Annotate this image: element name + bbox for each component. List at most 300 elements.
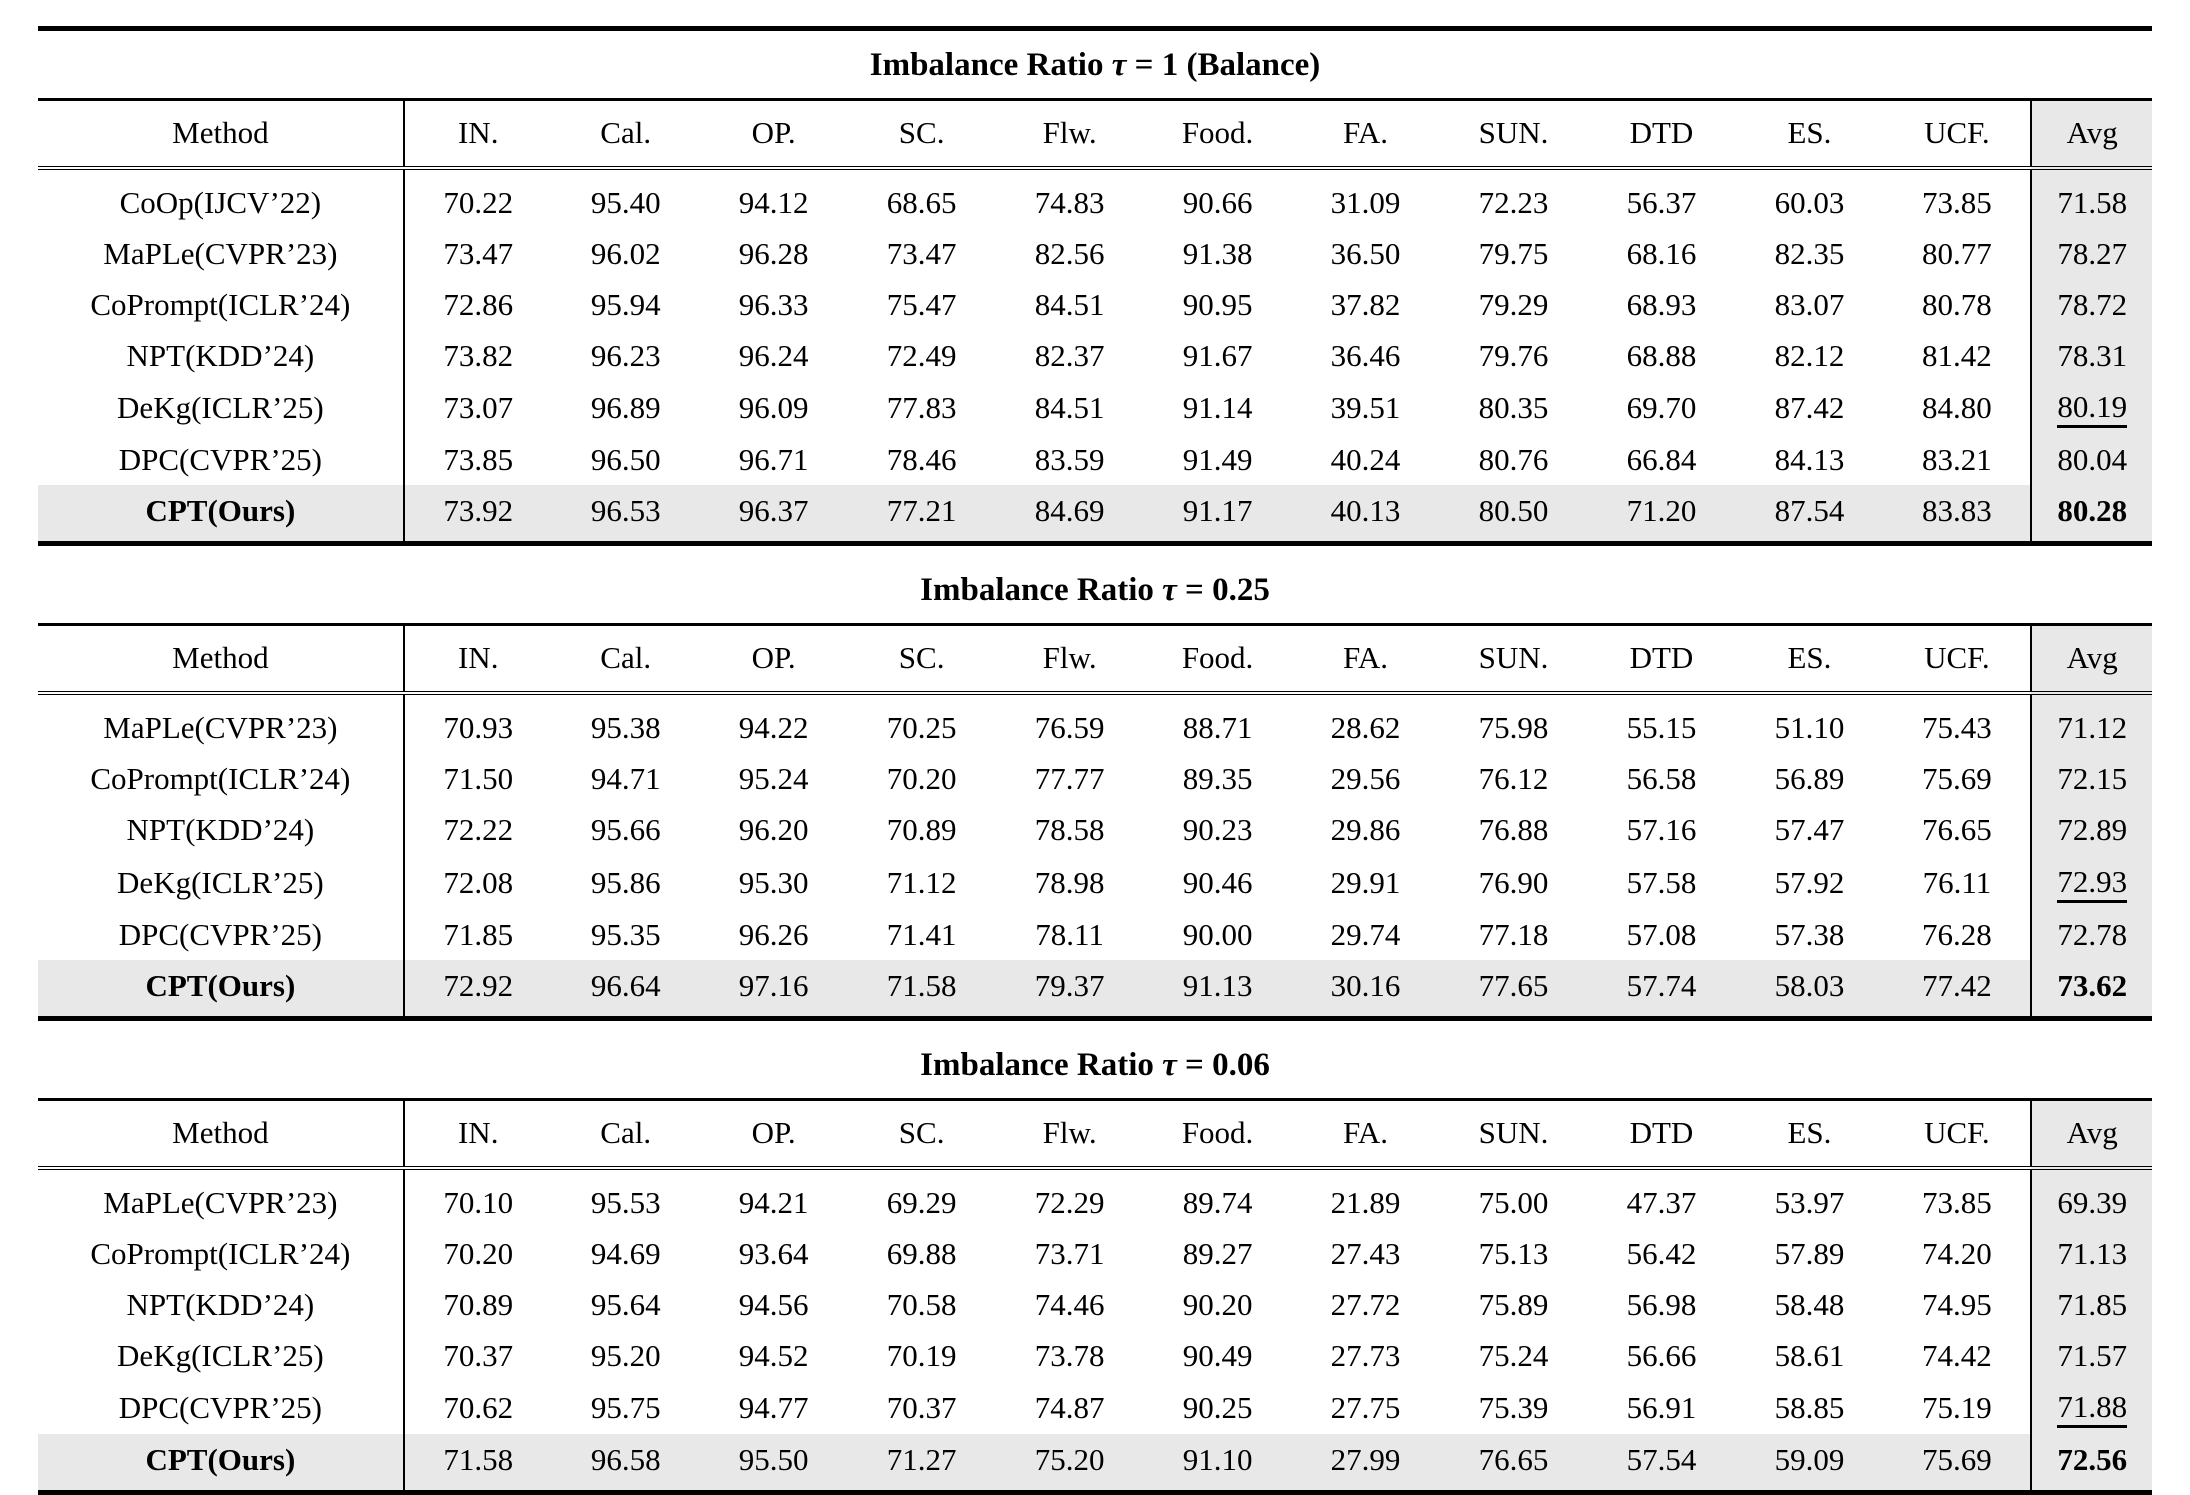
- table-row: [38, 1228, 2152, 1279]
- table-row: [38, 1168, 2152, 1228]
- subtable-section-2: [38, 1031, 2152, 1495]
- column-header-es: ES.: [1735, 1099, 1883, 1168]
- table-title-prefix: Imbalance Ratio: [920, 1046, 1163, 1083]
- value-cell: 95.35: [590, 916, 661, 952]
- value-cell: 80.78: [1922, 287, 1992, 323]
- column-header-cal: Cal.: [552, 625, 700, 694]
- avg-cell: [2031, 434, 2152, 485]
- results-tables-container: [38, 31, 2152, 1495]
- value-cell: 37.82: [1330, 287, 1401, 323]
- column-header-method: Method: [38, 625, 404, 694]
- avg-value: 72.93: [2057, 865, 2127, 903]
- method-cell: MaPLe(CVPR’23): [103, 236, 338, 272]
- table-title-value: = 0.06: [1176, 1046, 1270, 1083]
- avg-cell: [2031, 381, 2152, 434]
- value-cell: 89.74: [1182, 1184, 1253, 1220]
- value-cell: 94.21: [738, 1184, 809, 1220]
- value-cell: 82.56: [1034, 236, 1105, 272]
- value-cell: 97.16: [700, 960, 848, 1016]
- value-cell: 70.25: [886, 710, 957, 746]
- value-cell: 71.50: [404, 753, 552, 804]
- column-header-ucf: UCF.: [1883, 625, 2031, 694]
- avg-value: 78.72: [2057, 287, 2128, 323]
- value-cell: 94.77: [738, 1389, 809, 1425]
- column-header-food: Food.: [1144, 100, 1292, 169]
- value-cell: 94.56: [738, 1286, 809, 1322]
- table-row: [38, 753, 2152, 804]
- value-cell: 56.89: [1774, 761, 1845, 797]
- value-cell: 96.28: [738, 236, 809, 272]
- method-cell: NPT(KDD’24): [126, 338, 315, 374]
- value-cell: 95.64: [590, 1286, 661, 1322]
- value-cell: 74.83: [1034, 185, 1105, 220]
- value-cell: 58.61: [1774, 1337, 1845, 1373]
- table-title-tau: τ: [1162, 1046, 1177, 1083]
- avg-cell: [2031, 168, 2152, 228]
- value-cell: 73.92: [404, 485, 552, 541]
- subtable-section-1: [38, 556, 2152, 1020]
- value-cell: 57.74: [1587, 960, 1735, 1016]
- value-cell: 70.62: [404, 1381, 552, 1434]
- value-cell: 70.89: [886, 812, 957, 848]
- table-row: [38, 168, 2152, 228]
- value-cell: 57.92: [1774, 864, 1845, 900]
- value-cell: 82.35: [1774, 236, 1845, 272]
- value-cell: 75.13: [1478, 1235, 1549, 1271]
- table-row: [38, 1381, 2152, 1434]
- column-header-avg: Avg: [2031, 625, 2152, 694]
- value-cell: 75.19: [1922, 1389, 1992, 1425]
- value-cell: 84.69: [996, 485, 1144, 541]
- value-cell: 57.54: [1587, 1434, 1735, 1490]
- method-cell: CoPrompt(ICLR’24): [90, 287, 351, 323]
- column-header-op: OP.: [700, 1099, 848, 1168]
- method-cell: MaPLe(CVPR’23): [103, 1184, 338, 1220]
- avg-value: 71.85: [2057, 1286, 2128, 1322]
- value-cell: 76.65: [1922, 812, 1992, 848]
- value-cell: 58.03: [1735, 960, 1883, 1016]
- value-cell: 84.13: [1774, 442, 1845, 478]
- value-cell: 58.85: [1774, 1389, 1845, 1425]
- method-cell: DeKg(ICLR’25): [117, 390, 324, 426]
- header-row: [38, 1099, 2152, 1168]
- value-cell: 56.37: [1626, 185, 1697, 220]
- value-cell: 56.66: [1626, 1337, 1697, 1373]
- value-cell: 73.85: [1922, 185, 1992, 220]
- value-cell: 95.24: [738, 761, 809, 797]
- value-cell: 27.75: [1330, 1389, 1401, 1425]
- value-cell: 27.43: [1330, 1235, 1401, 1271]
- avg-value: 72.78: [2057, 916, 2128, 952]
- value-cell: 95.66: [590, 812, 661, 848]
- table-row: [38, 330, 2152, 381]
- value-cell: 96.58: [552, 1434, 700, 1490]
- value-cell: 70.89: [404, 1279, 552, 1330]
- avg-cell: [2031, 960, 2152, 1016]
- value-cell: 74.42: [1922, 1337, 1992, 1373]
- table-title-prefix: Imbalance Ratio: [920, 572, 1163, 609]
- value-cell: 96.64: [552, 960, 700, 1016]
- value-cell: 75.24: [1478, 1337, 1549, 1373]
- column-header-op: OP.: [700, 100, 848, 169]
- avg-value: 71.57: [2057, 1337, 2128, 1373]
- value-cell: 71.58: [404, 1434, 552, 1490]
- value-cell: 29.86: [1330, 812, 1401, 848]
- avg-cell: [2031, 279, 2152, 330]
- value-cell: 91.38: [1182, 236, 1253, 272]
- value-cell: 95.30: [738, 864, 809, 900]
- value-cell: 71.41: [886, 916, 957, 952]
- value-cell: 84.51: [1034, 287, 1105, 323]
- method-cell: NPT(KDD’24): [126, 1286, 315, 1322]
- avg-value: 72.15: [2057, 761, 2128, 797]
- value-cell: 57.08: [1626, 916, 1697, 952]
- value-cell: 39.51: [1330, 390, 1401, 426]
- value-cell: 84.80: [1922, 390, 1992, 426]
- value-cell: 88.71: [1182, 710, 1253, 746]
- table-title-suffix: (Balance): [1186, 47, 1321, 83]
- value-cell: 81.42: [1922, 338, 1992, 374]
- value-cell: 96.33: [738, 287, 809, 323]
- value-cell: 90.00: [1182, 916, 1253, 952]
- value-cell: 83.21: [1922, 442, 1992, 478]
- value-cell: 80.77: [1922, 236, 1992, 272]
- value-cell: 79.76: [1478, 338, 1549, 374]
- method-cell: CPT(Ours): [38, 1434, 404, 1490]
- value-cell: 57.47: [1774, 812, 1845, 848]
- avg-value: 71.12: [2057, 710, 2128, 746]
- value-cell: 72.86: [404, 279, 552, 330]
- value-cell: 75.20: [996, 1434, 1144, 1490]
- value-cell: 71.58: [848, 960, 996, 1016]
- avg-cell: [2031, 1434, 2152, 1490]
- value-cell: 95.20: [590, 1337, 661, 1373]
- value-cell: 57.58: [1626, 864, 1697, 900]
- table-row: [38, 856, 2152, 909]
- method-cell: DeKg(ICLR’25): [117, 864, 324, 900]
- value-cell: 96.53: [552, 485, 700, 541]
- table-title-value: = 1: [1126, 47, 1187, 83]
- value-cell: 57.38: [1774, 916, 1845, 952]
- value-cell: 87.42: [1774, 390, 1845, 426]
- value-cell: 74.20: [1922, 1235, 1992, 1271]
- value-cell: 56.58: [1626, 761, 1697, 797]
- column-header-avg: Avg: [2031, 100, 2152, 169]
- header-row: [38, 100, 2152, 169]
- value-cell: 68.65: [886, 185, 957, 220]
- table-title-tau: τ: [1111, 47, 1127, 83]
- value-cell: 79.37: [996, 960, 1144, 1016]
- value-cell: 73.82: [404, 330, 552, 381]
- value-cell: 94.12: [738, 185, 809, 220]
- value-cell: 70.19: [886, 1337, 957, 1373]
- column-header-dtd: DTD: [1587, 1099, 1735, 1168]
- value-cell: 68.93: [1626, 287, 1697, 323]
- value-cell: 77.77: [1034, 761, 1105, 797]
- value-cell: 47.37: [1626, 1184, 1697, 1220]
- value-cell: 95.53: [590, 1184, 661, 1220]
- value-cell: 90.25: [1182, 1389, 1253, 1425]
- avg-value: 72.89: [2057, 812, 2128, 848]
- value-cell: 82.12: [1774, 338, 1845, 374]
- value-cell: 73.47: [886, 236, 957, 272]
- value-cell: 96.09: [738, 390, 809, 426]
- value-cell: 40.24: [1330, 442, 1401, 478]
- value-cell: 56.42: [1626, 1235, 1697, 1271]
- avg-cell: [2031, 909, 2152, 960]
- avg-value: 72.56: [2057, 1441, 2128, 1477]
- value-cell: 74.87: [1034, 1389, 1105, 1425]
- value-cell: 69.29: [886, 1184, 957, 1220]
- table-bottom-rule: [38, 1016, 2152, 1021]
- value-cell: 96.89: [590, 390, 661, 426]
- value-cell: 76.90: [1478, 864, 1549, 900]
- value-cell: 56.91: [1626, 1389, 1697, 1425]
- value-cell: 36.50: [1330, 236, 1401, 272]
- value-cell: 72.29: [1034, 1184, 1105, 1220]
- avg-cell: [2031, 1228, 2152, 1279]
- table-bottom-rule: [38, 1490, 2152, 1495]
- value-cell: 80.76: [1478, 442, 1549, 478]
- method-cell: DeKg(ICLR’25): [117, 1337, 324, 1373]
- value-cell: 70.20: [886, 761, 957, 797]
- avg-cell: [2031, 1330, 2152, 1381]
- column-header-flw: Flw.: [996, 625, 1144, 694]
- column-header-sun: SUN.: [1440, 1099, 1588, 1168]
- value-cell: 89.35: [1182, 761, 1253, 797]
- value-cell: 55.15: [1626, 710, 1697, 746]
- value-cell: 75.47: [886, 287, 957, 323]
- value-cell: 58.48: [1774, 1286, 1845, 1322]
- value-cell: 70.37: [886, 1389, 957, 1425]
- avg-cell: [2031, 1279, 2152, 1330]
- avg-cell: [2031, 856, 2152, 909]
- column-header-sc: SC.: [848, 100, 996, 169]
- value-cell: 91.14: [1182, 390, 1253, 426]
- value-cell: 21.89: [1330, 1184, 1401, 1220]
- value-cell: 71.85: [404, 909, 552, 960]
- avg-value: 78.27: [2057, 236, 2128, 272]
- value-cell: 94.52: [738, 1337, 809, 1373]
- column-header-dtd: DTD: [1587, 100, 1735, 169]
- value-cell: 80.50: [1440, 485, 1588, 541]
- value-cell: 31.09: [1330, 185, 1401, 220]
- table-row: [38, 909, 2152, 960]
- value-cell: 68.88: [1626, 338, 1697, 374]
- value-cell: 96.26: [738, 916, 809, 952]
- value-cell: 28.62: [1330, 710, 1401, 746]
- value-cell: 70.58: [886, 1286, 957, 1322]
- table-bottom-rule: [38, 541, 2152, 546]
- value-cell: 94.69: [590, 1235, 661, 1271]
- column-header-fa: FA.: [1292, 1099, 1440, 1168]
- value-cell: 90.66: [1182, 185, 1253, 220]
- value-cell: 70.10: [404, 1168, 552, 1228]
- value-cell: 76.11: [1922, 864, 1992, 900]
- value-cell: 27.99: [1292, 1434, 1440, 1490]
- value-cell: 91.49: [1182, 442, 1253, 478]
- column-header-sun: SUN.: [1440, 100, 1588, 169]
- column-header-dtd: DTD: [1587, 625, 1735, 694]
- value-cell: 75.89: [1478, 1286, 1549, 1322]
- avg-cell: [2031, 753, 2152, 804]
- table-title: [38, 1031, 2152, 1098]
- value-cell: 60.03: [1774, 185, 1845, 220]
- value-cell: 96.50: [590, 442, 661, 478]
- value-cell: 72.08: [404, 856, 552, 909]
- value-cell: 71.12: [886, 864, 957, 900]
- value-cell: 72.92: [404, 960, 552, 1016]
- method-cell: DPC(CVPR’25): [118, 1389, 322, 1425]
- value-cell: 80.35: [1478, 390, 1549, 426]
- value-cell: 96.24: [738, 338, 809, 374]
- value-cell: 76.12: [1478, 761, 1549, 797]
- value-cell: 76.59: [1034, 710, 1105, 746]
- avg-value: 69.39: [2057, 1184, 2128, 1220]
- table-row: [38, 804, 2152, 855]
- column-header-ucf: UCF.: [1883, 100, 2031, 169]
- value-cell: 69.88: [886, 1235, 957, 1271]
- value-cell: 96.23: [590, 338, 661, 374]
- table-title: [38, 31, 2152, 98]
- value-cell: 77.65: [1440, 960, 1588, 1016]
- value-cell: 78.11: [1035, 916, 1104, 952]
- avg-value: 73.62: [2057, 967, 2128, 1003]
- value-cell: 27.73: [1330, 1337, 1401, 1373]
- value-cell: 87.54: [1735, 485, 1883, 541]
- value-cell: 29.74: [1330, 916, 1401, 952]
- method-cell: NPT(KDD’24): [126, 812, 315, 848]
- column-header-in: IN.: [404, 625, 552, 694]
- column-header-op: OP.: [700, 625, 848, 694]
- table-row: [38, 381, 2152, 434]
- value-cell: 51.10: [1774, 710, 1845, 746]
- avg-cell: [2031, 1381, 2152, 1434]
- value-cell: 75.00: [1478, 1184, 1549, 1220]
- value-cell: 68.16: [1626, 236, 1697, 272]
- header-row: [38, 625, 2152, 694]
- column-header-method: Method: [38, 1099, 404, 1168]
- value-cell: 89.27: [1182, 1235, 1253, 1271]
- value-cell: 71.20: [1587, 485, 1735, 541]
- column-header-es: ES.: [1735, 100, 1883, 169]
- table-row: [38, 279, 2152, 330]
- value-cell: 83.83: [1883, 485, 2031, 541]
- value-cell: 96.20: [738, 812, 809, 848]
- method-cell: DPC(CVPR’25): [118, 442, 322, 478]
- value-cell: 56.98: [1626, 1286, 1697, 1322]
- avg-cell: [2031, 330, 2152, 381]
- column-header-es: ES.: [1735, 625, 1883, 694]
- value-cell: 95.40: [590, 185, 661, 220]
- value-cell: 36.46: [1330, 338, 1401, 374]
- avg-value: 78.31: [2057, 338, 2128, 374]
- value-cell: 75.69: [1922, 761, 1992, 797]
- value-cell: 77.18: [1478, 916, 1549, 952]
- value-cell: 75.98: [1478, 710, 1549, 746]
- value-cell: 91.10: [1144, 1434, 1292, 1490]
- value-cell: 71.27: [848, 1434, 996, 1490]
- value-cell: 30.16: [1292, 960, 1440, 1016]
- value-cell: 57.89: [1774, 1235, 1845, 1271]
- table-row: [38, 1279, 2152, 1330]
- value-cell: 73.78: [1034, 1337, 1105, 1373]
- value-cell: 77.42: [1883, 960, 2031, 1016]
- table-title-prefix: Imbalance Ratio: [869, 47, 1112, 83]
- value-cell: 77.21: [848, 485, 996, 541]
- column-header-fa: FA.: [1292, 100, 1440, 169]
- method-cell: CPT(Ours): [38, 485, 404, 541]
- value-cell: 95.86: [590, 864, 661, 900]
- method-cell: DPC(CVPR’25): [118, 916, 322, 952]
- value-cell: 82.37: [1034, 338, 1105, 374]
- value-cell: 91.13: [1144, 960, 1292, 1016]
- value-cell: 96.37: [700, 485, 848, 541]
- value-cell: 91.67: [1182, 338, 1253, 374]
- results-table: [38, 1098, 2152, 1490]
- value-cell: 79.29: [1478, 287, 1549, 323]
- value-cell: 73.47: [404, 228, 552, 279]
- avg-value: 80.04: [2057, 442, 2128, 478]
- value-cell: 90.46: [1182, 864, 1253, 900]
- avg-cell: [2031, 804, 2152, 855]
- method-cell: CPT(Ours): [38, 960, 404, 1016]
- value-cell: 94.71: [590, 761, 661, 797]
- value-cell: 29.56: [1330, 761, 1401, 797]
- results-table: [38, 98, 2152, 541]
- value-cell: 70.20: [404, 1228, 552, 1279]
- table-row: [38, 228, 2152, 279]
- value-cell: 90.23: [1182, 812, 1253, 848]
- value-cell: 95.75: [590, 1389, 661, 1425]
- value-cell: 74.95: [1922, 1286, 1992, 1322]
- avg-value: 80.28: [2057, 493, 2128, 529]
- value-cell: 79.75: [1478, 236, 1549, 272]
- value-cell: 94.22: [738, 710, 809, 746]
- column-header-sun: SUN.: [1440, 625, 1588, 694]
- value-cell: 70.37: [404, 1330, 552, 1381]
- column-header-in: IN.: [404, 100, 552, 169]
- value-cell: 96.71: [738, 442, 809, 478]
- value-cell: 78.58: [1034, 812, 1105, 848]
- method-cell: MaPLe(CVPR’23): [103, 710, 338, 746]
- table-row: [38, 693, 2152, 753]
- subtable-section-0: [38, 31, 2152, 546]
- value-cell: 95.50: [700, 1434, 848, 1490]
- value-cell: 78.46: [886, 442, 957, 478]
- avg-cell: [2031, 228, 2152, 279]
- value-cell: 75.39: [1478, 1389, 1549, 1425]
- avg-value: 71.88: [2057, 1390, 2127, 1428]
- value-cell: 76.28: [1922, 916, 1992, 952]
- value-cell: 73.07: [404, 381, 552, 434]
- value-cell: 83.59: [1034, 442, 1105, 478]
- value-cell: 74.46: [1034, 1286, 1105, 1322]
- column-header-avg: Avg: [2031, 1099, 2152, 1168]
- column-header-cal: Cal.: [552, 100, 700, 169]
- column-header-sc: SC.: [848, 1099, 996, 1168]
- value-cell: 57.16: [1626, 812, 1697, 848]
- method-cell: CoPrompt(ICLR’24): [90, 761, 351, 797]
- value-cell: 73.71: [1034, 1235, 1105, 1271]
- value-cell: 73.85: [404, 434, 552, 485]
- value-cell: 76.65: [1440, 1434, 1588, 1490]
- column-header-fa: FA.: [1292, 625, 1440, 694]
- table-row-ours: [38, 1434, 2152, 1490]
- table-row-ours: [38, 960, 2152, 1016]
- value-cell: 70.93: [404, 693, 552, 753]
- avg-cell: [2031, 485, 2152, 541]
